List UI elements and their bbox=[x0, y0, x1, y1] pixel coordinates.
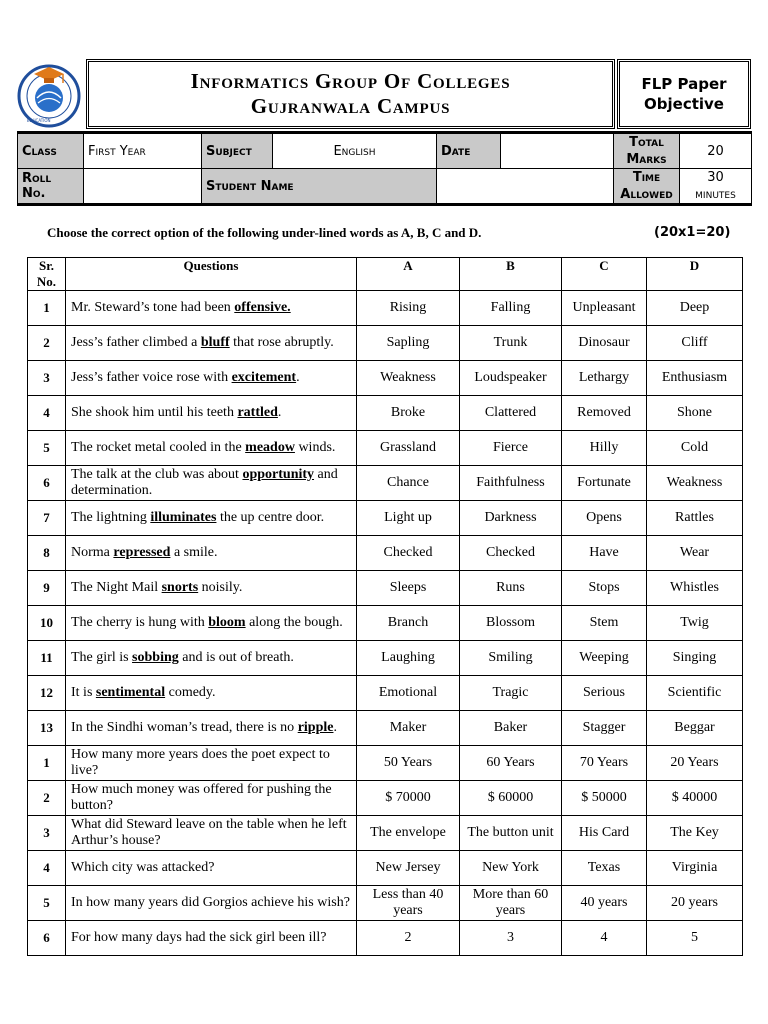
paper-type-box bbox=[617, 59, 751, 129]
question-text-post: and is out of breath. bbox=[178, 650, 294, 665]
option-b[interactable]: Baker bbox=[460, 711, 562, 746]
option-c[interactable]: Removed bbox=[562, 396, 647, 431]
header-option-b: B bbox=[460, 258, 562, 291]
option-d[interactable]: 5 bbox=[647, 921, 743, 956]
question-text-pre: Mr. Steward’s tone had been bbox=[71, 300, 235, 315]
option-a[interactable]: Sapling bbox=[357, 326, 460, 361]
question-text-pre: In the Sindhi woman’s tread, there is no bbox=[71, 720, 298, 735]
option-b[interactable]: 60 Years bbox=[460, 746, 562, 781]
option-c[interactable]: Opens bbox=[562, 501, 647, 536]
question-text bbox=[66, 326, 357, 361]
question-number: 5 bbox=[28, 886, 66, 921]
option-b[interactable]: Smiling bbox=[460, 641, 562, 676]
option-d[interactable]: Shone bbox=[647, 396, 743, 431]
option-b[interactable]: Loudspeaker bbox=[460, 361, 562, 396]
question-text bbox=[66, 921, 357, 956]
option-b[interactable]: Trunk bbox=[460, 326, 562, 361]
question-number: 10 bbox=[28, 606, 66, 641]
question-text-pre: She shook him until his teeth bbox=[71, 405, 238, 420]
question-number: 3 bbox=[28, 816, 66, 851]
header-sr-no: Sr. No. bbox=[28, 258, 66, 291]
question-text-pre: The lightning bbox=[71, 510, 151, 525]
question-number: 11 bbox=[28, 641, 66, 676]
question-number: 6 bbox=[28, 921, 66, 956]
total-marks-label-line1: Total bbox=[629, 135, 664, 150]
question-text-pre: How many more years does the poet expect to live? bbox=[71, 747, 330, 778]
subject-value: English bbox=[273, 133, 437, 169]
option-b[interactable]: Faithfulness bbox=[460, 466, 562, 501]
question-text bbox=[66, 396, 357, 431]
question-text bbox=[66, 641, 357, 676]
option-b[interactable]: $ 60000 bbox=[460, 781, 562, 816]
question-row bbox=[28, 921, 743, 956]
option-d[interactable]: Whistles bbox=[647, 571, 743, 606]
question-text-post: a smile. bbox=[170, 545, 218, 560]
question-text-post: along the bough. bbox=[245, 615, 343, 630]
option-c[interactable]: Weeping bbox=[562, 641, 647, 676]
info-row-1 bbox=[18, 133, 752, 169]
option-a[interactable]: Light up bbox=[357, 501, 460, 536]
option-a[interactable]: Emotional bbox=[357, 676, 460, 711]
option-d[interactable]: Scientific bbox=[647, 676, 743, 711]
option-c[interactable]: 40 years bbox=[562, 886, 647, 921]
option-a[interactable]: Maker bbox=[357, 711, 460, 746]
option-c[interactable]: Unpleasant bbox=[562, 291, 647, 326]
instruction-text: Choose the correct option of the following under-lined words as A, B, C and D. bbox=[47, 225, 482, 240]
question-text-pre: How much money was offered for pushing the button? bbox=[71, 782, 332, 813]
underlined-word: opportunity bbox=[242, 467, 315, 482]
question-row bbox=[28, 571, 743, 606]
option-d[interactable]: Cold bbox=[647, 431, 743, 466]
marks-distribution: (20x1=20) bbox=[654, 225, 731, 240]
question-text bbox=[66, 676, 357, 711]
underlined-word: offensive. bbox=[234, 300, 291, 315]
question-text bbox=[66, 746, 357, 781]
question-number: 12 bbox=[28, 676, 66, 711]
question-row bbox=[28, 396, 743, 431]
option-d[interactable]: Singing bbox=[647, 641, 743, 676]
question-number: 4 bbox=[28, 851, 66, 886]
roll-no-label: Roll No. bbox=[18, 169, 84, 205]
option-b[interactable]: More than 60 years bbox=[460, 886, 562, 921]
question-text-pre: What did Steward leave on the table when he left Arthur’s house? bbox=[71, 817, 347, 848]
question-text-post: that rose abruptly. bbox=[229, 335, 334, 350]
option-c[interactable]: Lethargy bbox=[562, 361, 647, 396]
exam-info-table bbox=[17, 131, 752, 206]
underlined-word: bloom bbox=[208, 615, 246, 630]
question-row bbox=[28, 711, 743, 746]
option-b[interactable]: Darkness bbox=[460, 501, 562, 536]
underlined-word: snorts bbox=[161, 580, 199, 595]
option-a[interactable]: Laughing bbox=[357, 641, 460, 676]
paper-section: Objective bbox=[644, 95, 724, 113]
option-c[interactable]: Stem bbox=[562, 606, 647, 641]
underlined-word: bluff bbox=[200, 335, 230, 350]
question-row bbox=[28, 291, 743, 326]
option-a[interactable]: Branch bbox=[357, 606, 460, 641]
questions-table bbox=[27, 257, 743, 956]
question-number: 7 bbox=[28, 501, 66, 536]
question-text-post: and determination. bbox=[71, 467, 338, 498]
underlined-word: sobbing bbox=[132, 650, 179, 665]
option-a[interactable]: 2 bbox=[357, 921, 460, 956]
question-row bbox=[28, 326, 743, 361]
college-logo bbox=[12, 56, 86, 130]
option-a[interactable]: 50 Years bbox=[357, 746, 460, 781]
date-field[interactable] bbox=[501, 133, 614, 169]
student-name-label: Student Name bbox=[202, 169, 437, 205]
option-d[interactable]: The Key bbox=[647, 816, 743, 851]
option-d[interactable]: Virginia bbox=[647, 851, 743, 886]
underlined-word: repressed bbox=[113, 545, 171, 560]
question-text-pre: Which city was attacked? bbox=[71, 860, 215, 875]
question-number: 3 bbox=[28, 361, 66, 396]
option-d[interactable]: Beggar bbox=[647, 711, 743, 746]
question-text bbox=[66, 711, 357, 746]
option-a[interactable]: New Jersey bbox=[357, 851, 460, 886]
option-a[interactable]: Less than 40 years bbox=[357, 886, 460, 921]
option-d[interactable]: $ 40000 bbox=[647, 781, 743, 816]
question-text-pre: The rocket metal cooled in the bbox=[71, 440, 246, 455]
question-number: 8 bbox=[28, 536, 66, 571]
question-text bbox=[66, 816, 357, 851]
campus-name: Gujranwala Campus bbox=[250, 94, 451, 118]
college-title-box bbox=[86, 59, 615, 129]
option-c[interactable]: Texas bbox=[562, 851, 647, 886]
question-text-post: . bbox=[296, 370, 300, 385]
option-c[interactable]: Stops bbox=[562, 571, 647, 606]
option-a[interactable]: Checked bbox=[357, 536, 460, 571]
option-a[interactable]: Broke bbox=[357, 396, 460, 431]
college-name: Informatics Group Of Colleges bbox=[190, 69, 511, 93]
question-row bbox=[28, 431, 743, 466]
option-b[interactable]: Falling bbox=[460, 291, 562, 326]
option-d[interactable]: Cliff bbox=[647, 326, 743, 361]
option-d[interactable]: Wear bbox=[647, 536, 743, 571]
question-row bbox=[28, 536, 743, 571]
question-text bbox=[66, 781, 357, 816]
underlined-word: sentimental bbox=[95, 685, 166, 700]
date-label: Date bbox=[437, 133, 501, 169]
question-text-pre: The cherry is hung with bbox=[71, 615, 209, 630]
underlined-word: meadow bbox=[245, 440, 295, 455]
option-c[interactable]: Serious bbox=[562, 676, 647, 711]
option-d[interactable]: 20 years bbox=[647, 886, 743, 921]
question-text-post: . bbox=[333, 720, 337, 735]
questions-body bbox=[28, 291, 743, 956]
time-allowed-label-line1: Time bbox=[632, 170, 661, 185]
question-number: 9 bbox=[28, 571, 66, 606]
svg-text:EDUCATION: EDUCATION bbox=[27, 118, 51, 123]
question-text bbox=[66, 606, 357, 641]
subject-label: Subject bbox=[202, 133, 273, 169]
question-text bbox=[66, 851, 357, 886]
total-marks-label-line2: Marks bbox=[626, 152, 667, 167]
question-text bbox=[66, 431, 357, 466]
question-text bbox=[66, 536, 357, 571]
question-text bbox=[66, 571, 357, 606]
question-number: 1 bbox=[28, 291, 66, 326]
option-c[interactable]: Dinosaur bbox=[562, 326, 647, 361]
question-number: 2 bbox=[28, 326, 66, 361]
header-option-a: A bbox=[357, 258, 460, 291]
time-allowed-label-line2: Allowed bbox=[620, 187, 673, 202]
time-allowed-label bbox=[614, 169, 680, 205]
option-b[interactable]: Blossom bbox=[460, 606, 562, 641]
question-row bbox=[28, 886, 743, 921]
question-number: 6 bbox=[28, 466, 66, 501]
total-marks-label bbox=[614, 133, 680, 169]
option-c[interactable]: Hilly bbox=[562, 431, 647, 466]
option-c[interactable]: Fortunate bbox=[562, 466, 647, 501]
question-text-pre: The talk at the club was about bbox=[71, 467, 243, 482]
question-text-pre: Jess’s father voice rose with bbox=[71, 370, 232, 385]
option-d[interactable]: Deep bbox=[647, 291, 743, 326]
question-text-post: noisily. bbox=[198, 580, 243, 595]
question-text bbox=[66, 291, 357, 326]
option-d[interactable]: Rattles bbox=[647, 501, 743, 536]
question-row bbox=[28, 606, 743, 641]
option-a[interactable]: Weakness bbox=[357, 361, 460, 396]
time-allowed-unit: minutes bbox=[695, 187, 736, 202]
question-row bbox=[28, 466, 743, 501]
question-row bbox=[28, 851, 743, 886]
time-allowed-amount: 30 bbox=[707, 170, 724, 185]
header-option-c: C bbox=[562, 258, 647, 291]
info-row-2 bbox=[18, 169, 752, 205]
option-c[interactable]: 4 bbox=[562, 921, 647, 956]
option-b[interactable]: Checked bbox=[460, 536, 562, 571]
roll-no-field[interactable] bbox=[84, 169, 202, 205]
question-text-post: comedy. bbox=[165, 685, 216, 700]
student-name-field[interactable] bbox=[437, 169, 614, 205]
question-number: 5 bbox=[28, 431, 66, 466]
question-row bbox=[28, 361, 743, 396]
question-text-pre: For how many days had the sick girl been ill? bbox=[71, 930, 327, 945]
option-b[interactable]: Runs bbox=[460, 571, 562, 606]
option-a[interactable]: Chance bbox=[357, 466, 460, 501]
option-d[interactable]: 20 Years bbox=[647, 746, 743, 781]
question-text bbox=[66, 886, 357, 921]
header-questions: Questions bbox=[66, 258, 357, 291]
question-row bbox=[28, 641, 743, 676]
question-text bbox=[66, 466, 357, 501]
questions-header-row bbox=[28, 258, 743, 291]
question-row bbox=[28, 816, 743, 851]
paper-type: FLP Paper bbox=[641, 75, 727, 93]
question-number: 4 bbox=[28, 396, 66, 431]
option-d[interactable]: Weakness bbox=[647, 466, 743, 501]
option-c[interactable]: Stagger bbox=[562, 711, 647, 746]
underlined-word: rattled bbox=[237, 405, 278, 420]
question-row bbox=[28, 676, 743, 711]
question-text bbox=[66, 361, 357, 396]
question-text-pre: The Night Mail bbox=[71, 580, 162, 595]
underlined-word: excitement bbox=[231, 370, 297, 385]
question-number: 2 bbox=[28, 781, 66, 816]
underlined-word: illuminates bbox=[150, 510, 217, 525]
option-b[interactable]: The button unit bbox=[460, 816, 562, 851]
header-option-d: D bbox=[647, 258, 743, 291]
class-value: First Year bbox=[84, 133, 202, 169]
option-b[interactable]: Clattered bbox=[460, 396, 562, 431]
option-a[interactable]: $ 70000 bbox=[357, 781, 460, 816]
option-c[interactable]: His Card bbox=[562, 816, 647, 851]
option-b[interactable]: New York bbox=[460, 851, 562, 886]
option-d[interactable]: Twig bbox=[647, 606, 743, 641]
option-c[interactable]: Have bbox=[562, 536, 647, 571]
total-marks-value: 20 bbox=[680, 133, 752, 169]
question-row bbox=[28, 781, 743, 816]
question-row bbox=[28, 501, 743, 536]
option-a[interactable]: Grassland bbox=[357, 431, 460, 466]
time-allowed-value bbox=[680, 169, 752, 205]
question-row bbox=[28, 746, 743, 781]
option-b[interactable]: Tragic bbox=[460, 676, 562, 711]
option-b[interactable]: Fierce bbox=[460, 431, 562, 466]
underlined-word: ripple bbox=[297, 720, 334, 735]
option-b[interactable]: 3 bbox=[460, 921, 562, 956]
option-a[interactable]: Rising bbox=[357, 291, 460, 326]
question-text bbox=[66, 501, 357, 536]
option-c[interactable]: 70 Years bbox=[562, 746, 647, 781]
question-text-pre: It is bbox=[71, 685, 96, 700]
question-text-pre: Jess’s father climbed a bbox=[71, 335, 201, 350]
question-text-post: winds. bbox=[294, 440, 336, 455]
option-d[interactable]: Enthusiasm bbox=[647, 361, 743, 396]
question-number: 1 bbox=[28, 746, 66, 781]
question-number: 13 bbox=[28, 711, 66, 746]
question-text-post: . bbox=[277, 405, 282, 420]
option-c[interactable]: $ 50000 bbox=[562, 781, 647, 816]
question-text-post: the up centre door. bbox=[216, 510, 325, 525]
option-a[interactable]: The envelope bbox=[357, 816, 460, 851]
question-text-pre: In how many years did Gorgios achieve his wish? bbox=[71, 895, 350, 910]
class-label: Class bbox=[18, 133, 84, 169]
question-text-pre: Norma bbox=[71, 545, 114, 560]
question-text-pre: The girl is bbox=[71, 650, 133, 665]
option-a[interactable]: Sleeps bbox=[357, 571, 460, 606]
